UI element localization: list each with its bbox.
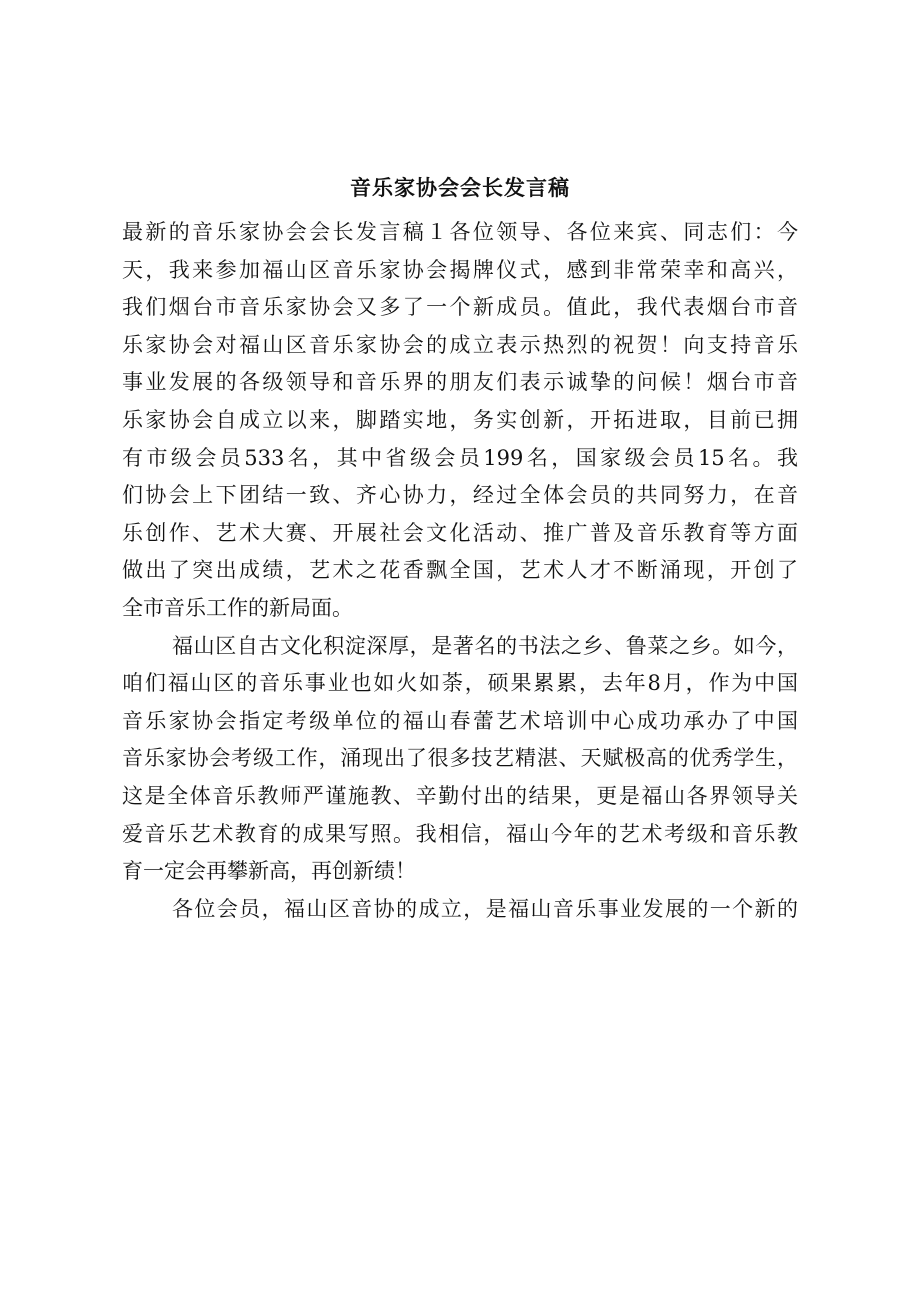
paragraph-1 [122, 214, 798, 628]
text-line: 乐家协会对福山区音乐家协会的成立表示热烈的祝贺！向支持音乐 [122, 332, 798, 357]
document-title: 音乐家协会会长发言稿 [350, 176, 570, 200]
text-line: 乐家协会自成立以来，脚踏实地，务实创新，开拓进取，目前已拥 [122, 407, 798, 432]
text-line: 育一定会再攀新高，再创新绩！ [122, 859, 416, 884]
paragraph-2 [122, 628, 798, 891]
text-line: 最新的音乐家协会会长发言稿１各位领导、各位来宾、同志们：今 [122, 220, 798, 244]
text-line: 乐创作、艺术大赛、开展社会文化活动、推广普及音乐教育等方面 [122, 520, 798, 545]
text-line: 全市音乐工作的新局面。 [122, 595, 353, 620]
paragraph-3 [122, 891, 798, 929]
text-line: 爱音乐艺术教育的成果写照。我相信，福山今年的艺术考级和音乐教 [122, 821, 798, 846]
text-line: 天，我来参加福山区音乐家协会揭牌仪式，感到非常荣幸和高兴， [122, 257, 798, 282]
text-line: 们协会上下团结一致、齐心协力，经过全体会员的共同努力，在音 [122, 483, 798, 508]
text-line: 各位会员，福山区音协的成立，是福山音乐事业发展的一个新的 [172, 896, 798, 921]
text-line: 福山区自古文化积淀深厚，是著名的书法之乡、鲁菜之乡。如今， [172, 633, 798, 658]
text-line: 咱们福山区的音乐事业也如火如荼，硕果累累，去年8月，作为中国 [122, 671, 798, 696]
text-line: 音乐家协会考级工作，涌现出了很多技艺精湛、天赋极高的优秀学生， [122, 746, 798, 771]
text-line: 我们烟台市音乐家协会又多了一个新成员。值此，我代表烟台市音 [122, 295, 798, 320]
text-line: 这是全体音乐教师严谨施教、辛勤付出的结果，更是福山各界领导关 [122, 783, 798, 808]
document-body [122, 214, 798, 928]
text-line: 做出了突出成绩，艺术之花香飘全国，艺术人才不断涌现，开创了 [122, 558, 798, 583]
text-line: 有市级会员533名，其中省级会员199名，国家级会员15名。我 [122, 445, 798, 470]
text-line: 音乐家协会指定考级单位的福山春蕾艺术培训中心成功承办了中国 [122, 708, 798, 733]
text-line: 事业发展的各级领导和音乐界的朋友们表示诚挚的问候！烟台市音 [122, 370, 798, 395]
